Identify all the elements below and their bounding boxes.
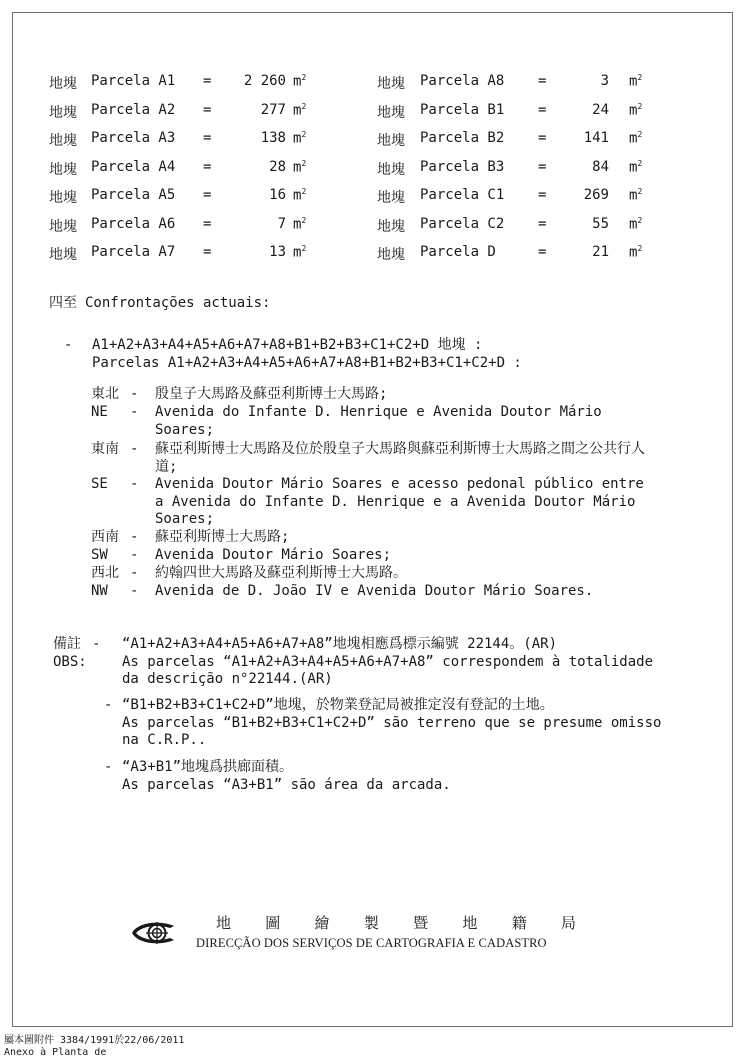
obs-item	[122, 636, 662, 689]
parcel-equals: =	[203, 215, 212, 232]
unit-exponent: 2	[301, 215, 307, 225]
parcel-area-value: 13	[269, 244, 286, 260]
direction-dash: -	[130, 583, 139, 599]
parcel-area-value: 277	[260, 101, 286, 118]
parcel-equals: =	[203, 244, 212, 260]
obs-item-zh: “A3+B1”地塊爲拱廊面積。	[122, 759, 294, 775]
parcel-area-unit	[629, 130, 642, 147]
agency-name-zh-char: 籍	[511, 914, 527, 932]
agency-name-zh-char: 繪	[314, 914, 330, 932]
unit-exponent: 2	[637, 215, 643, 225]
direction-text: 蘇亞利斯博士大馬路;	[155, 529, 290, 545]
parcel-name: Parcela B3	[420, 158, 505, 175]
parcel-area-unit	[293, 159, 306, 176]
parcel-area-value: 269	[583, 187, 609, 203]
group-zh: A1+A2+A3+A4+A5+A6+A7+A8+B1+B2+B3+C1+C2+D 地塊 :	[92, 337, 483, 353]
parcel-area-unit	[293, 102, 306, 119]
parcel-zh: 地塊	[377, 161, 405, 178]
parcel-equals: =	[203, 187, 212, 203]
parcel-name: Parcela B1	[420, 101, 505, 118]
unit-exponent: 2	[637, 158, 643, 168]
parcel-area-value: 3	[600, 73, 609, 89]
parcel-equals: =	[203, 73, 212, 89]
obs-dash: -	[104, 759, 113, 775]
unit-base: m	[293, 216, 302, 233]
parcel-row	[49, 102, 323, 122]
unit-base: m	[629, 159, 638, 176]
agency-name-zh-char: 圖	[265, 914, 281, 932]
direction-text: Avenida de D. João IV e Avenida Doutor Mário Soares.	[155, 583, 594, 599]
parcel-row	[377, 130, 659, 150]
parcel-row	[49, 244, 323, 264]
parcel-area-unit	[629, 102, 642, 119]
parcel-area-unit	[629, 216, 642, 233]
direction-dash: -	[130, 404, 139, 420]
unit-exponent: 2	[637, 130, 643, 139]
unit-exponent: 2	[301, 101, 307, 111]
parcel-row	[49, 187, 323, 207]
direction-label: 西南	[91, 529, 119, 545]
parcel-area-value: 16	[269, 187, 286, 203]
obs-item-pt: As parcelas “A1+A2+A3+A4+A5+A6+A7+A8” correspondem à totalidade da descrição n°22144.(AR)	[122, 653, 654, 687]
obs-item-pt: As parcelas “A3+B1” são área da arcada.	[122, 776, 451, 793]
parcel-area-unit	[293, 244, 306, 261]
unit-base: m	[629, 187, 638, 204]
parcel-area-unit	[293, 130, 306, 147]
parcel-name: Parcela A6	[91, 215, 176, 232]
parcel-row	[49, 130, 323, 150]
parcel-equals: =	[538, 187, 547, 203]
confront-heading	[49, 292, 270, 312]
obs-label	[53, 636, 87, 671]
direction-label: 東南	[91, 441, 119, 457]
parcel-row	[49, 73, 323, 93]
obs-item-zh: “A1+A2+A3+A4+A5+A6+A7+A8”地塊相應爲標示編號 22144。(AR)	[122, 636, 558, 652]
parcel-area-unit	[293, 216, 306, 233]
agency-name-zh-char: 局	[560, 914, 576, 932]
direction-label: SE	[91, 476, 108, 492]
obs-label-zh: 備註	[53, 636, 81, 652]
footer-annex-zh: 屬本圖附件 3384/1991於22/06/2011	[4, 1035, 185, 1046]
direction-dash: -	[130, 529, 139, 545]
parcel-area-value: 138	[260, 130, 286, 146]
direction-dash: -	[130, 565, 139, 581]
parcel-zh: 地塊	[377, 76, 405, 92]
unit-base: m	[629, 130, 638, 147]
parcel-area-value: 2 260	[243, 73, 286, 89]
confront-title: Confrontações actuais:	[85, 295, 271, 311]
unit-base: m	[629, 73, 638, 90]
unit-exponent: 2	[301, 158, 307, 168]
direction-label: 東北	[91, 386, 119, 402]
parcel-row	[377, 73, 659, 93]
parcel-row	[377, 216, 659, 236]
obs-item	[122, 759, 662, 794]
obs-dash: -	[92, 636, 101, 652]
parcel-area-unit	[629, 187, 642, 204]
parcel-row	[377, 102, 659, 122]
parcel-row	[377, 159, 659, 179]
parcel-area-value: 55	[592, 215, 609, 232]
direction-text: Avenida Doutor Mário Soares;	[155, 547, 392, 563]
parcel-equals: =	[203, 130, 212, 146]
confront-zh-label: 四至	[49, 295, 77, 311]
parcel-row	[49, 216, 323, 236]
group-lines	[92, 337, 522, 372]
parcel-row	[377, 244, 659, 264]
unit-exponent: 2	[637, 187, 643, 196]
parcel-zh: 地塊	[49, 161, 77, 178]
parcel-name: Parcela A7	[91, 244, 176, 260]
unit-base: m	[629, 102, 638, 119]
parcel-name: Parcela C2	[420, 215, 505, 232]
agency-name-zh-char: 地	[462, 914, 478, 932]
parcel-area-value: 84	[592, 158, 609, 175]
unit-base: m	[293, 130, 302, 147]
direction-dash: -	[130, 441, 139, 457]
parcel-zh: 地塊	[49, 190, 77, 206]
unit-exponent: 2	[301, 244, 307, 253]
parcel-equals: =	[203, 101, 212, 118]
parcel-zh: 地塊	[377, 133, 405, 149]
parcel-equals: =	[538, 215, 547, 232]
parcel-area-value: 24	[592, 101, 609, 118]
agency-logo-block	[130, 912, 590, 952]
agency-name-zh	[216, 912, 576, 933]
parcel-zh: 地塊	[377, 190, 405, 206]
parcel-name: Parcela C1	[420, 187, 505, 203]
obs-dash: -	[104, 697, 113, 713]
unit-exponent: 2	[637, 101, 643, 111]
agency-name-zh-char: 地	[216, 914, 232, 932]
parcel-area-value: 141	[583, 130, 609, 146]
parcel-area-unit	[629, 73, 642, 90]
parcel-name: Parcela A4	[91, 158, 176, 175]
unit-base: m	[293, 159, 302, 176]
parcel-name: Parcela B2	[420, 130, 505, 146]
parcel-name: Parcela A2	[91, 101, 176, 118]
parcel-equals: =	[538, 244, 547, 260]
unit-exponent: 2	[637, 73, 643, 82]
parcel-equals: =	[538, 73, 547, 89]
obs-item-pt: As parcelas “B1+B2+B3+C1+C2+D” são terreno que se presume omisso na C.R.P..	[122, 714, 662, 748]
direction-label: 西北	[91, 565, 119, 581]
parcel-area-unit	[629, 244, 642, 261]
unit-base: m	[293, 73, 302, 90]
direction-dash: -	[130, 476, 139, 492]
parcel-zh: 地塊	[49, 247, 77, 263]
obs-item-zh: “B1+B2+B3+C1+C2+D”地塊，於物業登記局被推定沒有登記的土地。	[122, 697, 554, 713]
agency-name-zh-char: 暨	[413, 914, 429, 932]
direction-text: 蘇亞利斯博士大馬路及位於殷皇子大馬路與蘇亞利斯博士大馬路之間之公共行人道;	[155, 441, 645, 475]
direction-dash: -	[130, 547, 139, 563]
direction-text: 約翰四世大馬路及蘇亞利斯博士大馬路。	[155, 565, 407, 581]
unit-exponent: 2	[301, 130, 307, 139]
direction-label: NW	[91, 583, 108, 599]
parcel-equals: =	[203, 158, 212, 175]
parcel-name: Parcela A8	[420, 73, 505, 89]
parcel-equals: =	[538, 130, 547, 146]
obs-label-pt: OBS:	[53, 653, 87, 670]
parcel-zh: 地塊	[49, 76, 77, 92]
parcel-zh: 地塊	[377, 104, 405, 121]
parcel-zh: 地塊	[377, 218, 405, 235]
parcel-zh: 地塊	[49, 218, 77, 235]
parcel-row	[377, 187, 659, 207]
direction-dash: -	[130, 386, 139, 402]
direction-text: 殷皇子大馬路及蘇亞利斯博士大馬路;	[155, 386, 388, 402]
unit-base: m	[293, 187, 302, 204]
unit-base: m	[629, 216, 638, 233]
agency-name-zh-char: 製	[363, 914, 379, 932]
agency-emblem-icon	[130, 916, 178, 950]
parcel-area-value: 21	[592, 244, 609, 260]
parcel-area-unit	[293, 73, 306, 90]
parcel-zh: 地塊	[49, 104, 77, 121]
unit-base: m	[293, 102, 302, 119]
parcel-name: Parcela A3	[91, 130, 176, 146]
unit-exponent: 2	[301, 73, 307, 82]
obs-item	[122, 697, 662, 750]
direction-text: Avenida do Infante D. Henrique e Avenida Doutor Mário Soares;	[155, 404, 602, 438]
parcel-name: Parcela A1	[91, 73, 176, 89]
group-dash: -	[64, 337, 73, 353]
unit-exponent: 2	[637, 244, 643, 253]
unit-base: m	[293, 244, 302, 261]
parcel-area-unit	[293, 187, 306, 204]
parcel-equals: =	[538, 101, 547, 118]
direction-text: Avenida Doutor Mário Soares e acesso pedonal público entre a Avenida do Infante D. Henrique e a Avenida Doutor Mário Soares;	[155, 476, 644, 527]
direction-label: NE	[91, 404, 108, 420]
parcel-area-unit	[629, 159, 642, 176]
parcel-area-value: 7	[277, 215, 286, 232]
group-pt: Parcelas A1+A2+A3+A4+A5+A6+A7+A8+B1+B2+B3+C1+C2+D :	[92, 354, 522, 371]
parcel-row	[49, 159, 323, 179]
parcel-area-value: 28	[269, 158, 286, 175]
parcel-zh: 地塊	[49, 133, 77, 149]
parcel-zh: 地塊	[377, 247, 405, 263]
parcel-name: Parcela D	[420, 244, 496, 260]
parcel-name: Parcela A5	[91, 187, 176, 203]
footer-annex-pt: Anexo à Planta de	[4, 1047, 107, 1058]
parcel-equals: =	[538, 158, 547, 175]
unit-exponent: 2	[301, 187, 307, 196]
agency-name-pt: DIRECÇÃO DOS SERVIÇOS DE CARTOGRAFIA E CADASTRO	[196, 936, 547, 950]
direction-label: SW	[91, 547, 108, 563]
unit-base: m	[629, 244, 638, 261]
